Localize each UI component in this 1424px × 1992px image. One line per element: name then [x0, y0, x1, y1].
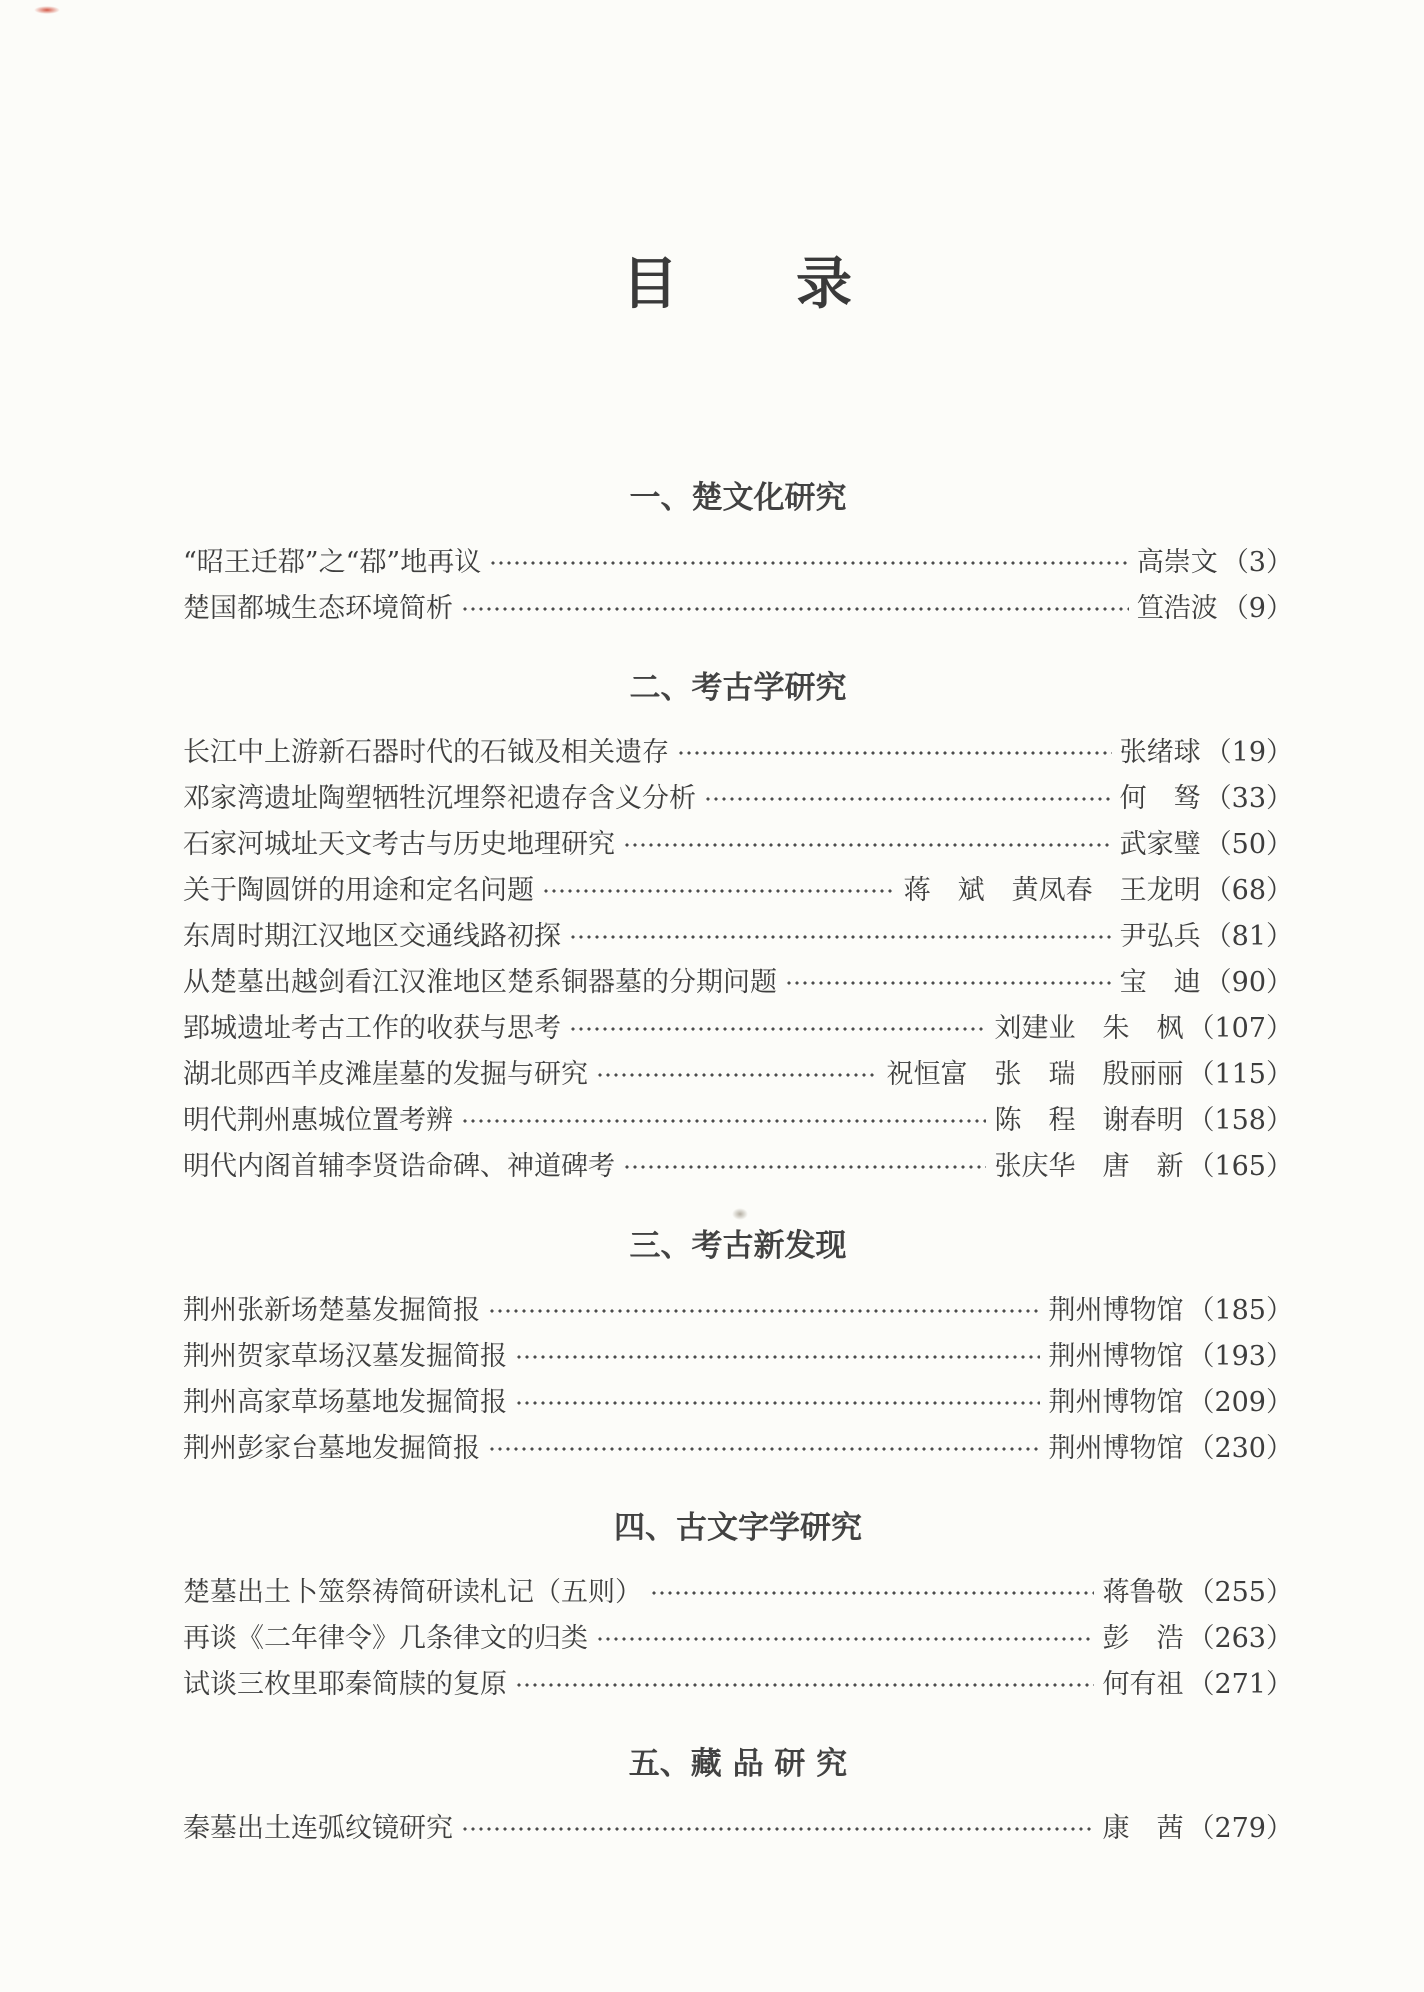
dot-leader	[594, 1616, 1094, 1662]
entry-page-number: （158）	[1187, 1105, 1293, 1136]
dot-leader	[621, 1144, 986, 1190]
dot-leader	[486, 1426, 1040, 1472]
entry-title: 秦墓出土连弧纹镜研究	[183, 1813, 453, 1844]
entry-page-number: （165）	[1187, 1151, 1293, 1182]
dot-leader	[513, 1380, 1040, 1426]
entry-page-number: （107）	[1187, 1013, 1293, 1044]
entry-page-number: （9）	[1221, 593, 1293, 624]
toc-entry	[183, 1806, 1293, 1852]
section-heading: 五、藏 品 研 究	[628, 1746, 848, 1782]
dot-leader	[487, 540, 1129, 586]
entry-authors: 尹弘兵	[1119, 921, 1201, 952]
entry-page-number: （68）	[1204, 875, 1293, 906]
entry-authors: 彭 浩	[1102, 1623, 1184, 1654]
toc	[183, 478, 1293, 1852]
entry-authors: 何 驽	[1119, 783, 1201, 814]
entry-authors: 何有祖	[1102, 1669, 1184, 1700]
dot-leader	[459, 1098, 986, 1144]
dot-leader	[621, 822, 1112, 868]
entry-page-number: （271）	[1187, 1669, 1293, 1700]
entry-authors: 荆州博物馆	[1048, 1341, 1184, 1372]
entry-authors: 荆州博物馆	[1048, 1295, 1184, 1326]
dot-leader	[567, 914, 1112, 960]
dot-leader	[783, 960, 1112, 1006]
entry-page-number: （50）	[1204, 829, 1293, 860]
dot-leader	[513, 1334, 1040, 1380]
section-heading: 一、楚文化研究	[629, 480, 847, 516]
toc-entry	[183, 1334, 1293, 1380]
dot-leader	[486, 1288, 1040, 1334]
toc-entry	[183, 540, 1293, 586]
entry-page-number: （115）	[1187, 1059, 1293, 1090]
entry-authors: 康 茜	[1102, 1813, 1184, 1844]
entry-title: 从楚墓出越剑看江汉淮地区楚系铜器墓的分期问题	[183, 967, 777, 998]
toc-entry	[183, 730, 1293, 776]
toc-entry	[183, 1380, 1293, 1426]
entry-title: 石家河城址天文考古与历史地理研究	[183, 829, 615, 860]
toc-entry	[183, 1288, 1293, 1334]
toc-entry	[183, 1616, 1293, 1662]
dot-leader	[594, 1052, 878, 1098]
toc-entry	[183, 822, 1293, 868]
dot-leader	[675, 730, 1112, 776]
entry-title: 荆州高家草场墓地发掘简报	[183, 1387, 507, 1418]
entry-title: 荆州彭家台墓地发掘简报	[183, 1433, 480, 1464]
entry-page-number: （255）	[1187, 1577, 1293, 1608]
entry-authors: 荆州博物馆	[1048, 1387, 1184, 1418]
dot-leader	[459, 1806, 1094, 1852]
toc-entry	[183, 914, 1293, 960]
entry-title: 荆州张新场楚墓发掘简报	[183, 1295, 480, 1326]
entry-authors: 宝 迪	[1119, 967, 1201, 998]
entry-title: 东周时期江汉地区交通线路初探	[183, 921, 561, 952]
section-heading: 三、考古新发现	[629, 1228, 847, 1264]
entry-page-number: （279）	[1187, 1813, 1293, 1844]
entry-page-number: （19）	[1204, 737, 1293, 768]
entry-title: 楚国都城生态环境简析	[183, 593, 453, 624]
entry-title: 再谈《二年律令》几条律文的归类	[183, 1623, 588, 1654]
toc-entry	[183, 1052, 1293, 1098]
entry-authors: 祝恒富 张 瑞 殷丽丽	[886, 1059, 1184, 1090]
toc-entry	[183, 1570, 1293, 1616]
entry-page-number: （185）	[1187, 1295, 1293, 1326]
entry-authors: 蒋 斌 黄凤春 王龙明	[903, 875, 1201, 906]
entry-authors: 蒋鲁敬	[1102, 1577, 1184, 1608]
toc-entry	[183, 1144, 1293, 1190]
entry-authors: 笪浩波	[1136, 593, 1218, 624]
entry-title: 荆州贺家草场汉墓发掘简报	[183, 1341, 507, 1372]
entry-authors: 张绪球	[1119, 737, 1201, 768]
entry-page-number: （193）	[1187, 1341, 1293, 1372]
page-title: 目 录	[622, 251, 854, 317]
entry-title: 关于陶圆饼的用途和定名问题	[183, 875, 534, 906]
dot-leader	[459, 586, 1129, 632]
toc-entry	[183, 1006, 1293, 1052]
toc-entry	[183, 1426, 1293, 1472]
entry-title: 试谈三枚里耶秦简牍的复原	[183, 1669, 507, 1700]
dot-leader	[567, 1006, 986, 1052]
entry-title: “昭王迁鄀”之“鄀”地再议	[183, 547, 482, 578]
toc-entry	[183, 586, 1293, 632]
entry-page-number: （81）	[1204, 921, 1293, 952]
section-heading: 四、古文字学研究	[614, 1510, 862, 1546]
scan-artifact	[34, 6, 60, 14]
toc-entry	[183, 1662, 1293, 1708]
section-heading: 二、考古学研究	[629, 670, 847, 706]
toc-entry	[183, 960, 1293, 1006]
dot-leader	[540, 868, 896, 914]
entry-page-number: （263）	[1187, 1623, 1293, 1654]
entry-title: 明代内阁首辅李贤诰命碑、神道碑考	[183, 1151, 615, 1182]
entry-page-number: （3）	[1221, 547, 1293, 578]
entry-authors: 武家璧	[1119, 829, 1201, 860]
entry-title: 长江中上游新石器时代的石钺及相关遗存	[183, 737, 669, 768]
toc-entry	[183, 776, 1293, 822]
dot-leader	[648, 1570, 1094, 1616]
entry-title: 明代荆州惠城位置考辨	[183, 1105, 453, 1136]
toc-entry	[183, 868, 1293, 914]
dot-leader	[702, 776, 1112, 822]
entry-page-number: （33）	[1204, 783, 1293, 814]
entry-title: 湖北郧西羊皮滩崖墓的发掘与研究	[183, 1059, 588, 1090]
entry-title: 楚墓出土卜筮祭祷简研读札记（五则）	[183, 1577, 642, 1608]
entry-title: 邓家湾遗址陶塑牺牲沉埋祭祀遗存含义分析	[183, 783, 696, 814]
entry-page-number: （230）	[1187, 1433, 1293, 1464]
dot-leader	[513, 1662, 1094, 1708]
entry-authors: 荆州博物馆	[1048, 1433, 1184, 1464]
entry-authors: 高崇文	[1136, 547, 1218, 578]
toc-content	[183, 0, 1293, 1852]
entry-authors: 张庆华 唐 新	[994, 1151, 1184, 1182]
toc-entry	[183, 1098, 1293, 1144]
entry-authors: 刘建业 朱 枫	[994, 1013, 1184, 1044]
entry-authors: 陈 程 谢春明	[994, 1105, 1184, 1136]
entry-page-number: （209）	[1187, 1387, 1293, 1418]
entry-page-number: （90）	[1204, 967, 1293, 998]
entry-title: 郢城遗址考古工作的收获与思考	[183, 1013, 561, 1044]
